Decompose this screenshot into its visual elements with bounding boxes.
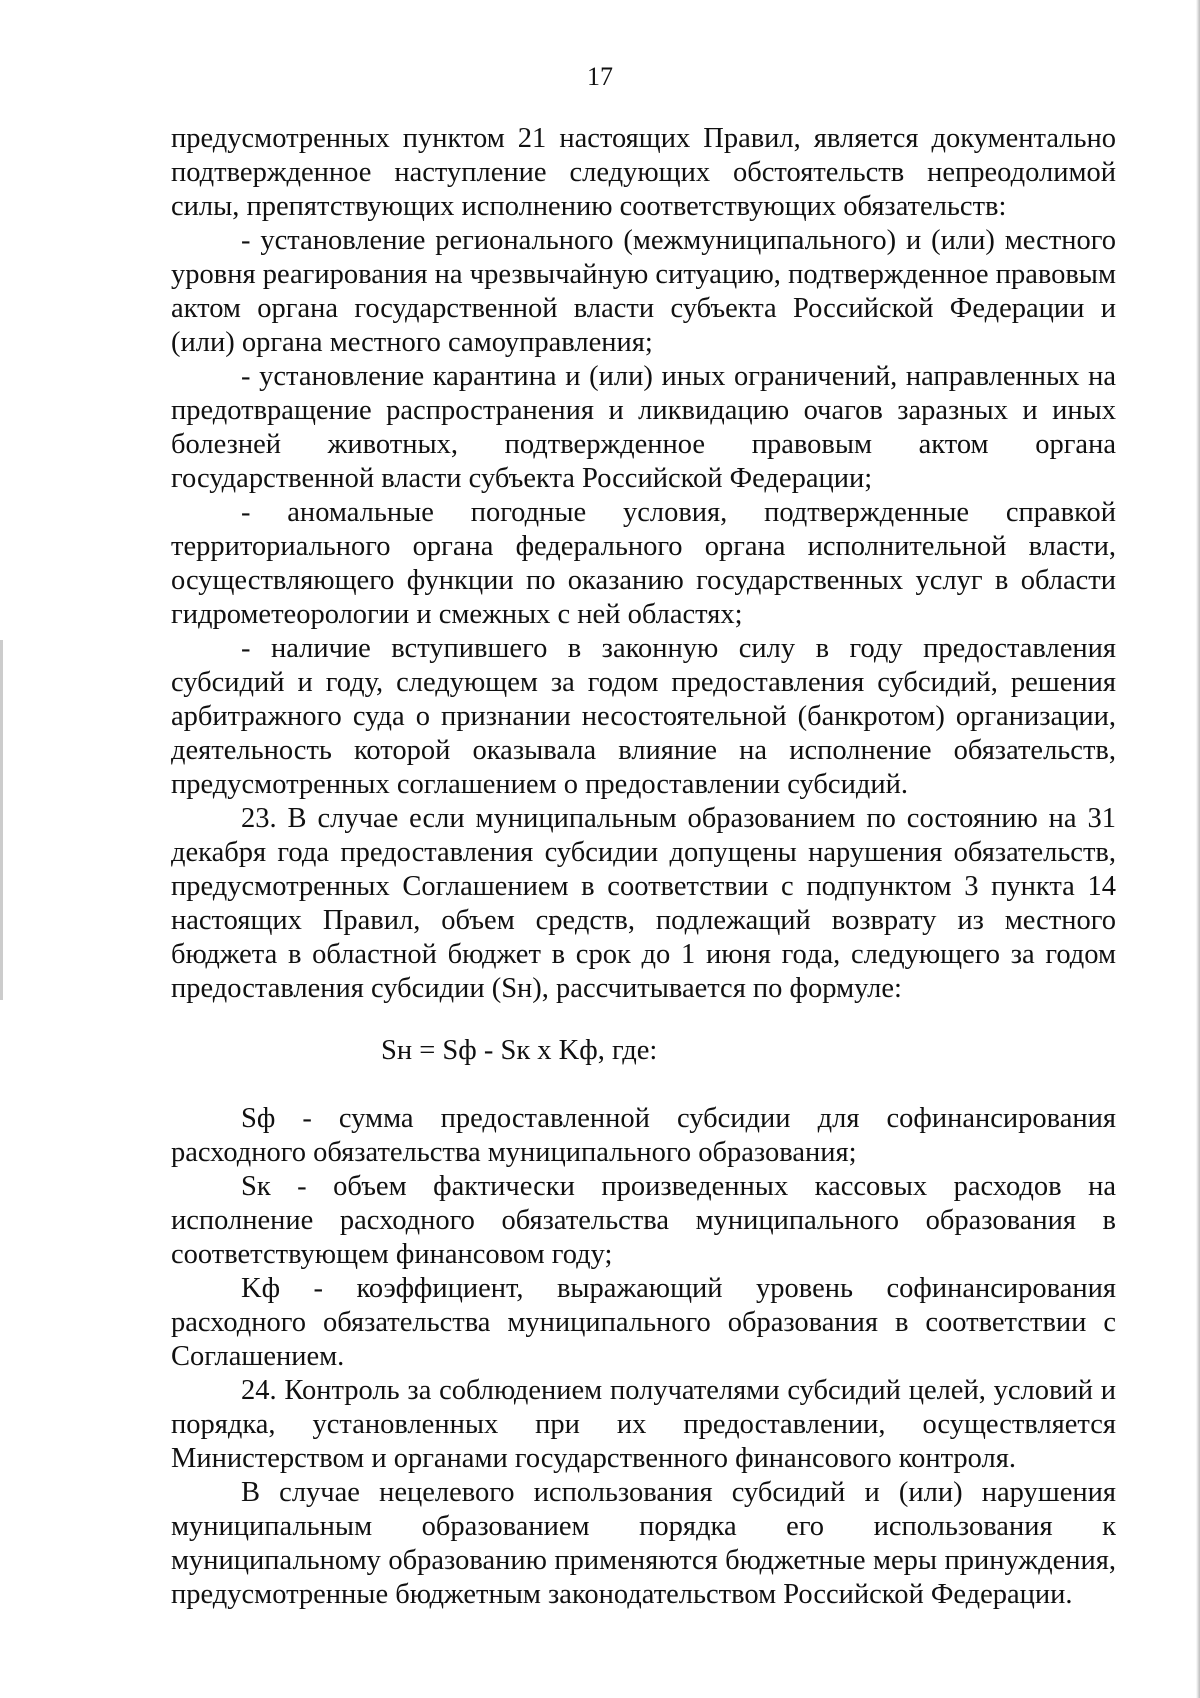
paragraph-item: - наличие вступившего в законную силу в году предоставления субсидий и году, следующем за годом предоставления субсидий, решения арбитражного суда о признании несостоятельной (банкротом) организации, деятельность которой оказывала влияние на исполнение обязательств, предусмотренных соглашением о предоставлении субсидий. [171,633,1116,800]
paragraph-closing: В случае нецелевого использования субсидий и (или) нарушения муниципальным образованием порядка его использования к муниципальному образованию применяются бюджетные меры принуждения, предусмотренные бюджетным законодательством Российской Федерации. [171,1477,1116,1610]
scan-edge-right [1196,0,1200,1698]
paragraph-item: - установление регионального (межмуниципального) и (или) местного уровня реагирования на чрезвычайную ситуацию, подтвержденное правовым актом органа государственной власти субъекта Российской Федерации и (или) органа местного самоуправления; [171,225,1116,358]
page-number: 17 [587,62,613,91]
paragraph-continuation: предусмотренных пунктом 21 настоящих Правил, является документально подтвержденное наступление следующих обстоятельств непреодолимой силы, препятствующих исполнению соответствующих обязательств: [171,123,1116,222]
paragraph-item: - аномальные погодные условия, подтвержденные справкой территориального органа федерального органа исполнительной власти, осуществляющего функции по оказанию государственных услуг в области гидрометеорологии и смежных с ней областях; [171,497,1116,630]
paragraph-section-24: 24. Контроль за соблюдением получателями субсидий целей, условий и порядка, установленных при их предоставлении, осуществляется Министерством и органами государственного финансового контроля. [171,1375,1116,1474]
paragraph-section-23: 23. В случае если муниципальным образованием по состоянию на 31 декабря года предоставления субсидии допущены нарушения обязательств, предусмотренных Соглашением в соответствии с подпунктом 3 пункта 14 настоящих Правил, объем средств, подлежащий возврату из местного бюджета в областной бюджет в срок до 1 июня года, следующего за годом предоставления субсидии (Sн), рассчитывается по формуле: [171,803,1116,1004]
paragraph-item: - установление карантина и (или) иных ограничений, направленных на предотвращение распространения и ликвидацию очагов заразных и иных болезней животных, подтвержденное правовым актом органа государственной власти субъекта Российской Федерации; [171,361,1116,494]
scan-edge-left [0,640,3,1000]
formula: Sн = Sф - Sк x Kф, где: [381,1035,658,1066]
document-body [171,122,1116,1612]
definition-sf: Sф - сумма предоставленной субсидии для софинансирования расходного обязательства муниципального образования; [171,1103,1116,1168]
definition-kf: Kф - коэффициент, выражающий уровень софинансирования расходного обязательства муниципального образования в соответствии с Соглашением. [171,1273,1116,1372]
definition-sk: Sк - объем фактически произведенных кассовых расходов на исполнение расходного обязательства муниципального образования в соответствующем финансовом году; [171,1171,1116,1270]
